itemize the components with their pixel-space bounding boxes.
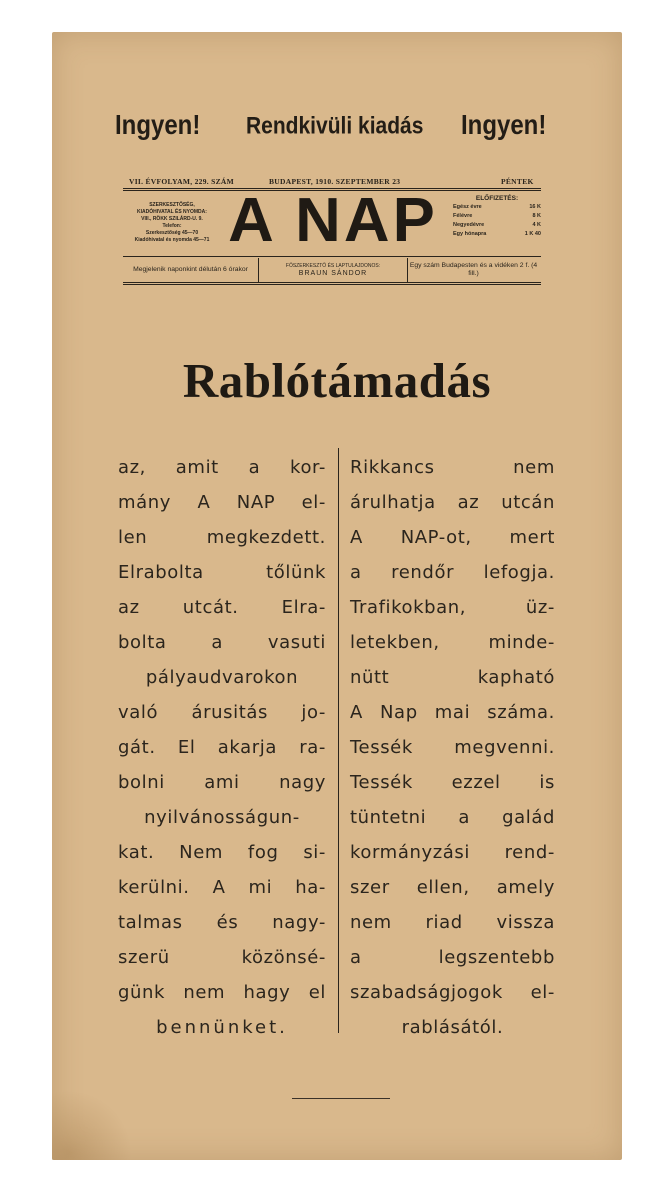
subscription-box (453, 194, 541, 239)
subscription-period: Negyedévre (453, 222, 485, 228)
text-line: Trafikokban, üz- (350, 597, 555, 618)
newspaper-title: A NAP (228, 186, 438, 255)
text-line: letekben, minde- (350, 632, 555, 653)
subscription-row (453, 230, 541, 239)
masthead-rule-end (123, 282, 541, 283)
text-line: talmas és nagy- (118, 912, 326, 933)
masthead-footer (123, 258, 541, 284)
subscription-heading: ELŐFIZETÉS: (475, 195, 519, 202)
left-column (118, 450, 326, 1045)
subscription-price: 4 K (532, 222, 541, 228)
end-rule (292, 1098, 390, 1099)
text-line: len megkezdett. (118, 527, 326, 548)
editor-name: BRAUN SÁNDOR (298, 270, 368, 277)
masthead (123, 174, 541, 286)
text-line: Rikkancs nem (350, 457, 555, 478)
text-line: mány A NAP el- (118, 492, 326, 513)
text-line: Tessék ezzel is (350, 772, 555, 793)
masthead-rule-end-2 (123, 284, 541, 285)
text-line: szerü közönsé- (118, 947, 326, 968)
issue-number: VII. ÉVFOLYAM, 229. SZÁM (129, 177, 234, 186)
subscription-period: Egy hónapra (453, 231, 487, 237)
text-line: nyilvánosságun- (144, 807, 300, 828)
office-info (127, 202, 217, 244)
text-line: nem riad vissza (350, 912, 555, 933)
office-line: KIADÓHIVATAL ÉS NYOMDA: (137, 209, 207, 215)
text-line: bolni ami nagy (118, 772, 326, 793)
office-line: SZERKESZTŐSÉG, (149, 202, 195, 208)
text-line: a rendőr lefogja. (350, 562, 555, 583)
text-line: A NAP-ot, mert (350, 527, 555, 548)
single-copy-price: Egy szám Budapesten és a vidéken 2 f. (4 fill.) (409, 262, 538, 277)
text-line: Tessék megvenni. (350, 737, 555, 758)
publication-schedule: Megjelenik naponkint délután 6 órakor (133, 266, 248, 273)
text-line: nütt kapható (350, 667, 555, 688)
text-line: árulhatja az utcán (350, 492, 555, 513)
text-line: az, amit a kor- (118, 457, 326, 478)
text-line: kat. Nem fog si- (118, 842, 326, 863)
text-line: bennünket. (156, 1017, 288, 1038)
text-line: való árusitás jo- (118, 702, 326, 723)
banner-right-text: Ingyen! (461, 110, 547, 142)
text-line: szabadságjogok el- (350, 982, 555, 1003)
subscription-row (453, 203, 541, 212)
text-line: A Nap mai száma. (350, 702, 555, 723)
office-line: Kiadóhivatal és nyomda 45—71 (134, 237, 210, 243)
paper-stain (52, 1090, 132, 1160)
banner-center-text: Rendkivüli kiadás (246, 113, 424, 140)
text-line: az utcát. Elra- (118, 597, 326, 618)
editor-box (258, 258, 408, 282)
office-line: Szerkesztőség 45—70 (145, 230, 199, 236)
subscription-period: Egész évre (453, 204, 482, 210)
office-line: Telefon: (162, 223, 182, 229)
text-line: szer ellen, amely (350, 877, 555, 898)
subscription-price: 8 K (532, 213, 541, 219)
editor-role: FŐSZERKESZTŐ ÉS LAPTULAJDONOS: (285, 263, 381, 269)
subscription-period: Félévre (453, 213, 473, 219)
office-line: VIII., RÖKK SZILÁRD-U. 9. (141, 216, 203, 222)
subscription-row (453, 212, 541, 221)
column-divider (338, 448, 339, 1033)
text-line: kerülni. A mi ha- (118, 877, 326, 898)
subscription-row (453, 221, 541, 230)
masthead-rule-bottom (123, 256, 541, 257)
text-line: bolta a vasuti (118, 632, 326, 653)
text-line: Elrabolta tőlünk (118, 562, 326, 583)
text-line: günk nem hagy el (118, 982, 326, 1003)
text-line: a legszentebb (350, 947, 555, 968)
subscription-price: 16 K (529, 204, 541, 210)
dateline: BUDAPEST, 1910. SZEPTEMBER 23 (269, 177, 401, 186)
right-column (350, 450, 555, 1045)
text-line: tüntetni a galád (350, 807, 555, 828)
text-line: pályaudvarokon (145, 667, 299, 688)
weekday: PÉNTEK (501, 177, 534, 186)
subscription-price: 1 K 40 (524, 231, 541, 237)
banner-left-text: Ingyen! (115, 110, 201, 142)
text-line: gát. El akarja ra- (118, 737, 326, 758)
text-line: rablásától. (401, 1017, 504, 1038)
headline: Rablótámadás (182, 353, 492, 408)
text-line: kormányzási rend- (350, 842, 555, 863)
banner (115, 110, 555, 150)
